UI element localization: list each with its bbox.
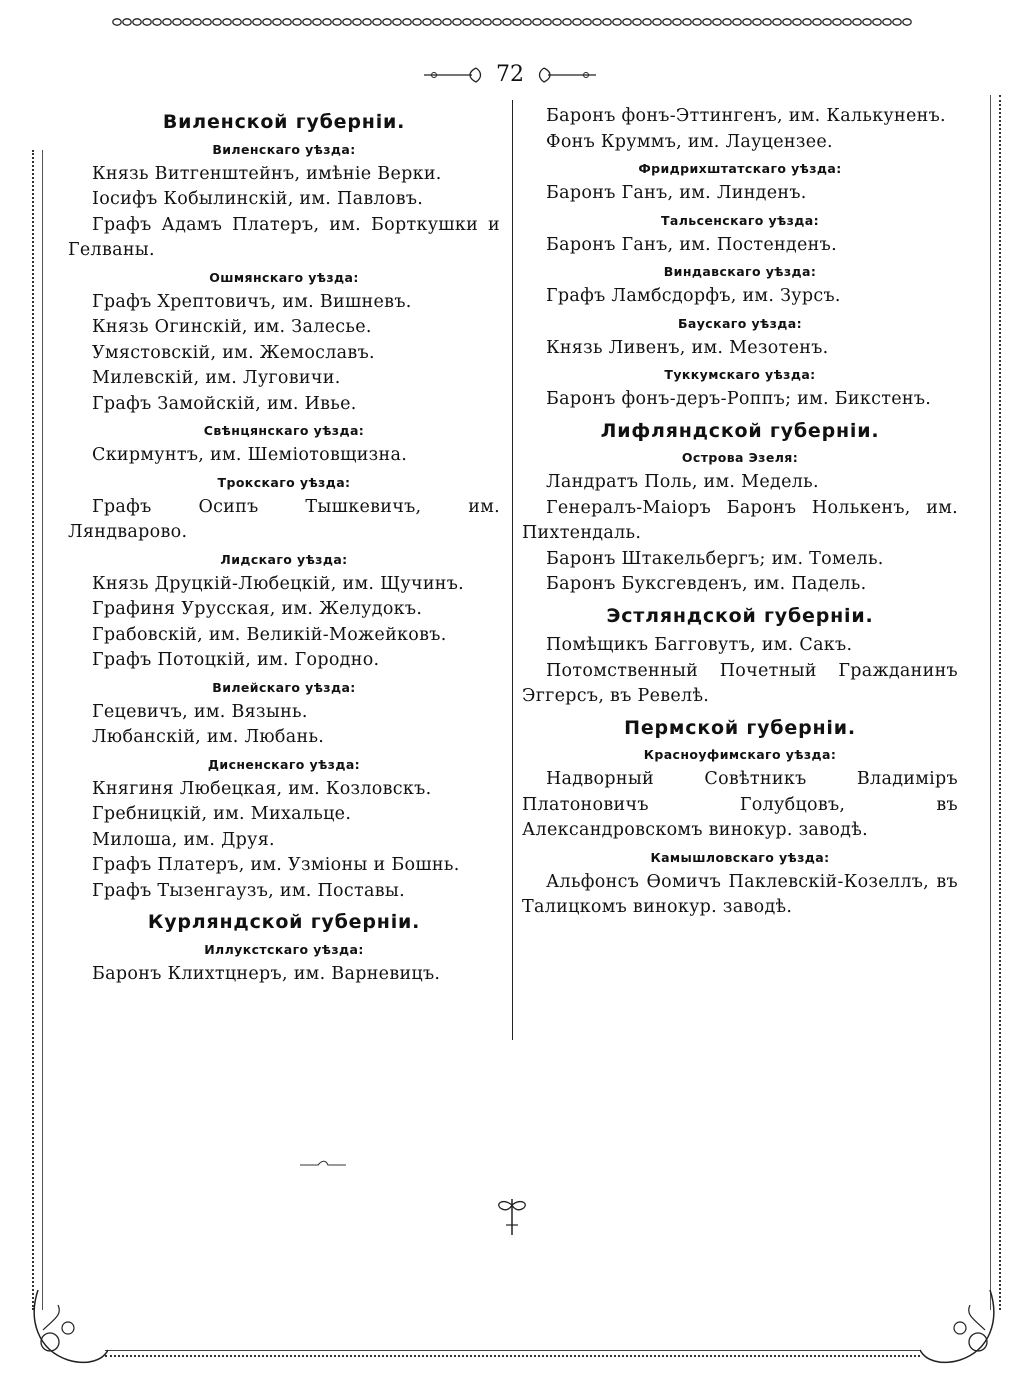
district-subheading: Трокскаго уѣзда: bbox=[217, 474, 351, 490]
corner-flourish-ornament bbox=[920, 1290, 1000, 1370]
estate-entry: Баронъ Буксгевденъ, им. Падель. bbox=[546, 574, 867, 594]
estate-entry: Графъ Платеръ, им. Узміоны и Бошнь. bbox=[92, 855, 460, 875]
estate-entry: Милоша, им. Друя. bbox=[92, 829, 275, 850]
district-subheading: Иллукстскаго уѣзда: bbox=[204, 941, 364, 957]
chain-border-ornament bbox=[112, 16, 912, 28]
estate-entry: Гребницкій, им. Михальце. bbox=[92, 804, 352, 824]
district-subheading: Лидскаго уѣзда: bbox=[220, 551, 348, 567]
right-border-ornament bbox=[990, 95, 1001, 1310]
estate-entry: Іосифъ Кобылинскій, им. Павловъ. bbox=[92, 189, 424, 209]
estate-entry: Князь Витгенштейнъ, имѣніе Верки. bbox=[92, 163, 442, 184]
page-number: 72 bbox=[496, 62, 524, 87]
estate-entry: Баронъ Клихтцнеръ, им. Варневицъ. bbox=[92, 963, 441, 984]
estate-entry: Княгиня Любецкая, им. Козловскъ. bbox=[92, 778, 432, 799]
district-subheading: Виленскаго уѣзда: bbox=[212, 141, 356, 157]
bottom-flourish-ornament bbox=[490, 1195, 534, 1239]
estate-entry: Графиня Урусская, им. Желудокъ. bbox=[92, 599, 423, 619]
column-divider bbox=[512, 100, 513, 1040]
estate-entry: Скирмунтъ, им. Шеміотовщизна. bbox=[92, 445, 408, 465]
left-column bbox=[68, 104, 500, 987]
district-subheading: Вилейскаго уѣзда: bbox=[212, 679, 356, 695]
district-subheading: Туккумскаго уѣзда: bbox=[664, 367, 816, 382]
estate-entry: Генералъ-Маіоръ Баронъ Нолькенъ, им. Пихтендаль. bbox=[522, 497, 958, 543]
estate-entry: Графъ Ламбсдорфъ, им. Зурсъ. bbox=[546, 286, 841, 306]
district-subheading: Баускаго уѣзда: bbox=[677, 315, 803, 331]
district-subheading: Камышловскаго уѣзда: bbox=[650, 849, 830, 865]
estate-entry: Князь Друцкій-Любецкій, им. Щучинъ. bbox=[92, 573, 465, 594]
district-subheading: Ошмянскаго уѣзда: bbox=[209, 269, 359, 285]
estate-entry: Ландратъ Поль, им. Медель. bbox=[546, 472, 819, 492]
estate-entry: Помѣщикъ Багговутъ, им. Сакъ. bbox=[546, 635, 853, 655]
estate-entry: Графъ Потоцкій, им. Городно. bbox=[92, 650, 380, 670]
small-dash-ornament bbox=[298, 1156, 348, 1172]
province-heading: Виленской губерніи. bbox=[162, 111, 406, 133]
estate-entry: Милевскій, им. Луговичи. bbox=[92, 368, 341, 388]
estate-entry: Князь Огинскій, им. Залесье. bbox=[92, 317, 372, 337]
estate-entry: Графъ Осипъ Тышкевичъ, им. Ляндварово. bbox=[68, 496, 500, 542]
corner-flourish-ornament bbox=[28, 1290, 108, 1370]
estate-entry: Надворный Совѣтникъ Владиміръ Платоновичъ Голубцовъ, въ Александровскомъ винокур. заводѣ. bbox=[522, 769, 958, 840]
estate-entry: Князь Ливенъ, им. Мезотенъ. bbox=[546, 337, 829, 358]
estate-entry: Графъ Тызенгаузъ, им. Поставы. bbox=[92, 880, 405, 901]
left-border-ornament bbox=[32, 150, 43, 1310]
estate-entry: Грабовскій, им. Великій-Можейковъ. bbox=[92, 624, 447, 645]
estate-entry: Графъ Адамъ Платеръ, им. Борткушки и Гелваны. bbox=[68, 214, 500, 260]
bottom-border-ornament bbox=[105, 1350, 920, 1357]
estate-entry: Баронъ Ганъ, им. Постенденъ. bbox=[546, 234, 837, 255]
province-heading: Пермской губерніи. bbox=[624, 716, 856, 739]
estate-entry: Баронъ фонъ-Эттингенъ, им. Калькуненъ. bbox=[546, 106, 946, 126]
estate-entry: Умястовскій, им. Жемославъ. bbox=[92, 342, 375, 363]
province-heading: Лифляндской губерніи. bbox=[600, 419, 880, 442]
estate-entry: Альфонсъ Ѳомичъ Паклевскій-Козеллъ, въ Талицкомъ винокур. заводѣ. bbox=[522, 871, 958, 917]
district-subheading: Красноуфимскаго уѣзда: bbox=[643, 747, 837, 762]
province-heading: Курляндской губерніи. bbox=[147, 911, 421, 933]
province-heading: Эстляндской губерніи. bbox=[606, 604, 874, 627]
estate-entry: Баронъ Ганъ, им. Линденъ. bbox=[546, 183, 807, 203]
district-subheading: Свѣнцянскаго уѣзда: bbox=[203, 423, 365, 438]
district-subheading: Острова Эзеля: bbox=[681, 450, 799, 465]
estate-entry: Любанскій, им. Любань. bbox=[92, 727, 325, 747]
right-column bbox=[522, 104, 958, 921]
estate-entry: Баронъ Штакельбергъ; им. Томель. bbox=[546, 548, 884, 569]
estate-entry: Фонъ Круммъ, им. Лауцензее. bbox=[546, 131, 833, 152]
page-number-header bbox=[420, 60, 600, 90]
estate-entry: Графъ Замойскій, им. Ивье. bbox=[92, 393, 357, 414]
district-subheading: Дисненскаго уѣзда: bbox=[207, 756, 361, 772]
estate-entry: Гецевичъ, им. Вязынь. bbox=[92, 701, 308, 722]
estate-entry: Графъ Хрептовичъ, им. Вишневъ. bbox=[92, 291, 412, 312]
district-subheading: Фридрихштатскаго уѣзда: bbox=[638, 161, 842, 176]
district-subheading: Тальсенскаго уѣзда: bbox=[660, 212, 820, 228]
estate-entry: Баронъ фонъ-деръ-Роппъ; им. Бикстенъ. bbox=[546, 389, 932, 409]
estate-entry: Потомственный Почетный Гражданинъ Эггерсъ, въ Ревелѣ. bbox=[522, 660, 958, 706]
district-subheading: Виндавскаго уѣзда: bbox=[663, 264, 817, 279]
